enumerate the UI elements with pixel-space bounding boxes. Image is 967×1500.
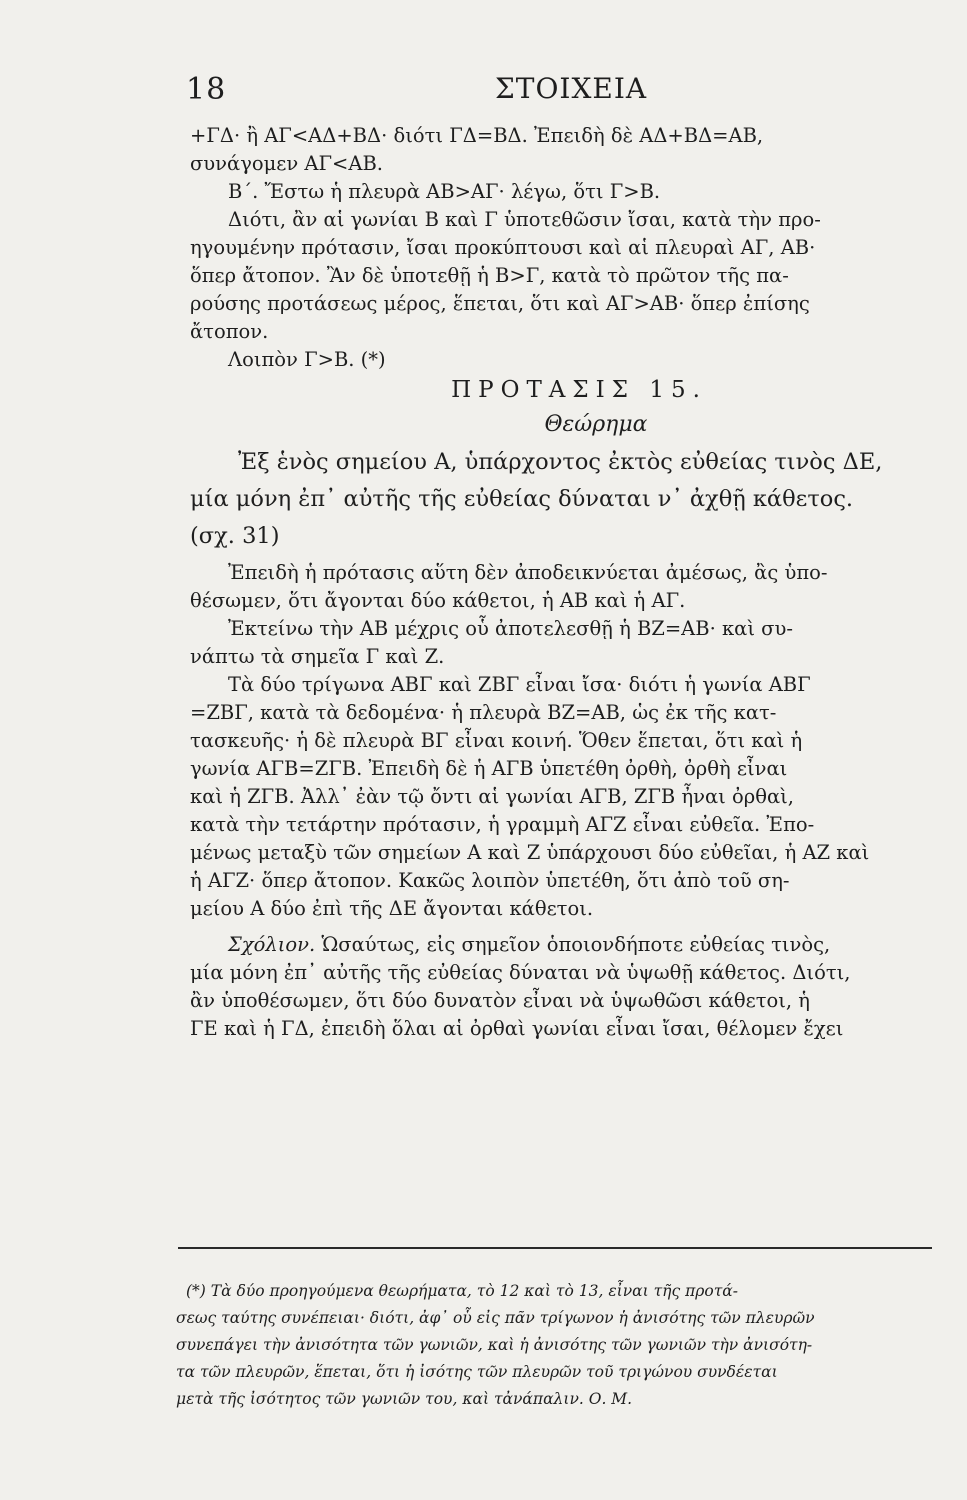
- footnote-line: σεως ταύτης συνέπειαι· διότι, ἀφ᾽ οὗ εἰς πᾶν τρίγωνον ἡ ἀνισότης τῶν πλευρῶν: [176, 1309, 815, 1327]
- footnote: [176, 1278, 936, 1413]
- text-line: Β΄. Ἔστω ἡ πλευρὰ ΑΒ>ΑΓ· λέγω, ὅτι Γ>Β.: [228, 180, 661, 203]
- text-line: Λοιπὸν Γ>Β. (*): [228, 348, 386, 371]
- text-line: ρούσης προτάσεως μέρος, ἕπεται, ὅτι καὶ ΑΓ>ΑΒ· ὅπερ ἐπίσης: [190, 292, 810, 315]
- text-line: ἡ ΑΓΖ· ὅπερ ἄτοπον. Κακῶς λοιπὸν ὑπετέθη, ὅτι ἀπὸ τοῦ ση-: [190, 869, 790, 892]
- footnote-separator: [178, 1247, 932, 1249]
- text-line: μένως μεταξὺ τῶν σημείων Α καὶ Ζ ὑπάρχουσι δύο εὐθεῖαι, ἡ ΑΖ καὶ: [190, 841, 870, 864]
- text-line: ὅπερ ἄτοπον. Ἂν δὲ ὑποτεθῇ ἡ Β>Γ, κατὰ τὸ πρῶτον τῆς πα-: [190, 264, 789, 287]
- text-line: καὶ ἡ ΖΓΒ. Ἀλλ᾽ ἐὰν τῷ ὄντι αἱ γωνίαι ΑΓΒ, ΖΓΒ ἦναι ὀρθαὶ,: [190, 785, 794, 808]
- scholium-label: Σχόλιον.: [228, 933, 316, 956]
- page-header: [0, 72, 967, 112]
- footnote-line: (*) Τὰ δύο προηγούμενα θεωρήματα, τὸ 12 καὶ τὸ 13, εἶναι τῆς προτά-: [186, 1282, 738, 1300]
- statement-line: μία μόνη ἐπ᾽ αὐτῆς τῆς εὐθείας δύναται ν᾽ ἀχθῇ κάθετος.: [190, 486, 854, 512]
- scholium-text: Ὡσαύτως, εἰς σημεῖον ὁποιονδήποτε εὐθείας τινὸς,: [321, 933, 831, 956]
- text-line: γωνία ΑΓΒ=ΖΓΒ. Ἐπειδὴ δὲ ἡ ΑΓΒ ὑπετέθη ὀρθὴ, ὀρθὴ εἶναι: [190, 757, 788, 780]
- text-line: συνάγομεν ΑΓ<ΑΒ.: [190, 152, 383, 175]
- text-line: Ἐπειδὴ ἡ πρότασις αὕτη δὲν ἀποδεικνύεται ἀμέσως, ἂς ὑπο-: [228, 561, 828, 584]
- main-text: [190, 122, 932, 1043]
- text-line: μείου Α δύο ἐπὶ τῆς ΔΕ ἄγονται κάθετοι.: [190, 897, 594, 920]
- statement-line: Ἐξ ἑνὸς σημείου Α, ὑπάρχοντος ἐκτὸς εὐθείας τινὸς ΔΕ,: [238, 449, 883, 475]
- text-line: Διότι, ἂν αἱ γωνίαι Β καὶ Γ ὑποτεθῶσιν ἴσαι, κατὰ τὴν προ-: [228, 208, 821, 231]
- scholium-first-line: [190, 931, 932, 959]
- text-line: ηγουμένην πρότασιν, ἴσαι προκύπτουσι καὶ αἱ πλευραὶ ΑΓ, ΑΒ·: [190, 236, 816, 259]
- text-line: μία μόνη ἐπ᾽ αὐτῆς τῆς εὐθείας δύναται νὰ ὑψωθῇ κάθετος. Διότι,: [190, 961, 851, 984]
- text-line: ἄτοπον.: [190, 320, 269, 343]
- footnote-line: τα τῶν πλευρῶν, ἕπεται, ὅτι ἡ ἰσότης τῶν πλευρῶν τοῦ τριγώνου συνδέεται: [176, 1363, 778, 1381]
- footnote-line: μετὰ τῆς ἰσότητος τῶν γωνιῶν του, καὶ τἀνάπαλιν. Ο. Μ.: [176, 1390, 633, 1408]
- text-line: τασκευῆς· ἡ δὲ πλευρὰ ΒΓ εἶναι κοινή. Ὅθεν ἕπεται, ὅτι καὶ ἡ: [190, 729, 803, 752]
- text-line: νάπτω τὰ σημεῖα Γ καὶ Ζ.: [190, 645, 445, 668]
- text-line: Ἐκτείνω τὴν ΑΒ μέχρις οὗ ἀποτελεσθῇ ἡ ΒΖ=ΑΒ· καὶ συ-: [228, 617, 793, 640]
- text-line: Τὰ δύο τρίγωνα ΑΒΓ καὶ ΖΒΓ εἶναι ἴσα· διότι ἡ γωνία ΑΒΓ: [228, 673, 811, 696]
- footnote-line: συνεπάγει τὴν ἀνισότητα τῶν γωνιῶν, καὶ ἡ ἀνισότης τῶν γωνιῶν τὴν ἀνισότη-: [176, 1336, 813, 1354]
- text-line: =ΖΒΓ, κατὰ τὰ δεδομένα· ἡ πλευρὰ ΒΖ=ΑΒ, ὡς ἐκ τῆς κατ-: [190, 701, 777, 724]
- text-line: κατὰ τὴν τετάρτην πρότασιν, ἡ γραμμὴ ΑΓΖ εἶναι εὐθεῖα. Ἐπο-: [190, 813, 815, 836]
- theorem-label: Θεώρημα: [544, 412, 648, 437]
- text-line: ἂν ὑποθέσωμεν, ὅτι δύο δυνατὸν εἶναι νὰ ὑψωθῶσι κάθετοι, ἡ: [190, 989, 810, 1012]
- statement-line: (σχ. 31): [190, 523, 280, 549]
- text-line: ΓΕ καὶ ἡ ΓΔ, ἐπειδὴ ὅλαι αἱ ὀρθαὶ γωνίαι εἶναι ἴσαι, θέλομεν ἔχει: [190, 1017, 844, 1040]
- text-line: θέσωμεν, ὅτι ἄγονται δύο κάθετοι, ἡ ΑΒ καὶ ἡ ΑΓ.: [190, 589, 686, 612]
- running-title: ΣΤΟΙΧΕΙΑ: [495, 72, 648, 105]
- text-line: +ΓΔ· ἢ ΑΓ<ΑΔ+ΒΔ· διότι ΓΔ=ΒΔ. Ἐπειδὴ δὲ ΑΔ+ΒΔ=ΑΒ,: [190, 124, 764, 147]
- page-number: 18: [186, 72, 227, 107]
- proposition-title: ΠΡΟΤΑΣΙΣ 15.: [451, 377, 707, 403]
